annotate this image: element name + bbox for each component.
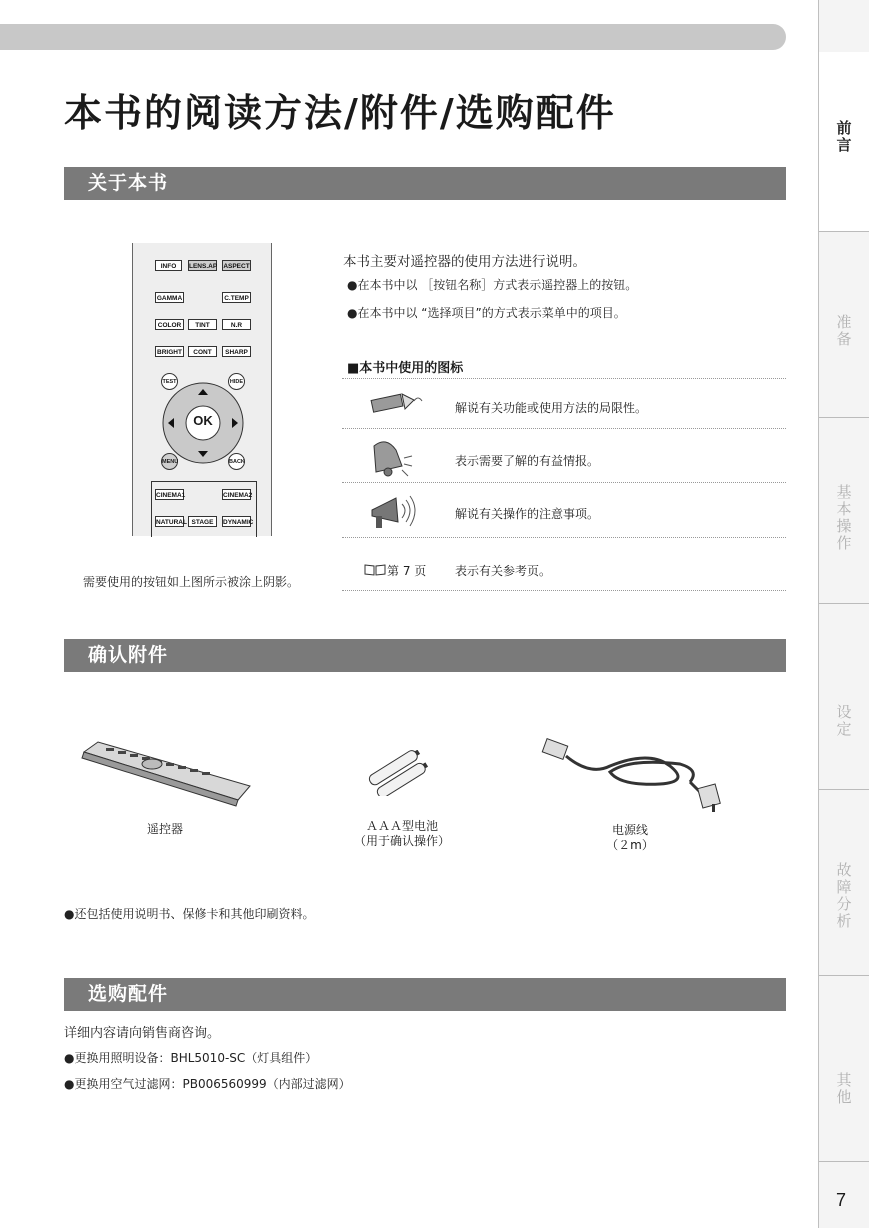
side-tab-label: 前言	[836, 119, 852, 154]
options-intro: 详细内容请向销售商咨询。	[64, 1026, 221, 1041]
icon-row-2-text: 表示需要了解的有益情报。	[455, 454, 600, 468]
section-heading-options: 选购配件	[64, 978, 786, 1011]
page-title: 本书的阅读方法/附件/选购配件	[64, 91, 616, 135]
side-tab-preface[interactable]	[819, 52, 869, 232]
remote-button-natural: NATURAL	[155, 516, 184, 527]
icon-row-3-text: 解说有关操作的注意事项。	[455, 507, 600, 521]
remote-button-ctemp: C.TEMP	[222, 292, 251, 303]
remote-button-menu: MENU	[161, 453, 178, 470]
remote-button-color: COLOR	[155, 319, 184, 330]
options-item-1: ●更换用照明设备：BHL5010-SC（灯具组件）	[64, 1051, 318, 1065]
accessories-note: ●还包括使用说明书、保修卡和其他印刷资料。	[64, 907, 315, 921]
side-tab-other[interactable]	[819, 976, 869, 1162]
icon-row-1-text: 解说有关功能或使用方法的局限性。	[455, 401, 648, 415]
power-cord-icon	[540, 736, 730, 818]
side-tab-column	[818, 0, 869, 1228]
divider	[342, 482, 786, 483]
remote-caption: 需要使用的按钮如上图所示被涂上阴影。	[83, 575, 300, 589]
remote-button-cont: CONT	[188, 346, 217, 357]
side-tab-label: 故障分析	[836, 861, 852, 930]
top-decorative-bar	[0, 24, 786, 50]
accessory-caption-battery-1: ＡＡＡ型电池	[365, 819, 438, 833]
divider	[342, 378, 786, 379]
remote-button-tint: TINT	[188, 319, 217, 330]
divider	[342, 537, 786, 538]
remote-button-hide: HIDE	[228, 373, 245, 390]
divider	[342, 590, 786, 591]
icon-row-4-text: 表示有关参考页。	[455, 564, 552, 578]
remote-button-info: INFO	[155, 260, 182, 271]
remote-button-dynamic: DYNAMIC	[222, 516, 251, 527]
side-tab-settings[interactable]	[819, 604, 869, 790]
page-number: 7	[836, 1190, 847, 1210]
section-heading-about: 关于本书	[64, 167, 786, 200]
icons-subheading: ■本书中使用的图标	[347, 361, 464, 376]
accessory-caption-battery-2: （用于确认操作）	[353, 834, 450, 848]
battery-icon	[366, 750, 432, 796]
section1-bullet-2: ●在本书中以 “选择项目”的方式表示菜单中的项目。	[347, 306, 626, 320]
remote-button-test: TEST	[161, 373, 178, 390]
remote-button-gamma: GAMMA	[155, 292, 184, 303]
remote-button-lens: LENS.AP	[188, 260, 217, 271]
bell-icon	[366, 436, 416, 478]
section-heading-accessories: 确认附件	[64, 639, 786, 672]
remote-diagram	[132, 243, 272, 536]
remote-button-back: BACK	[228, 453, 245, 470]
remote-button-nr: N.R	[222, 319, 251, 330]
accessory-caption-cord-1: 电源线	[611, 823, 648, 837]
book-icon	[364, 563, 386, 577]
remote-button-sharp: SHARP	[222, 346, 251, 357]
megaphone-icon	[368, 494, 422, 532]
remote-button-ok: OK	[193, 413, 213, 428]
divider	[342, 428, 786, 429]
side-tab-label: 其他	[836, 1071, 852, 1106]
section1-intro: 本书主要对遥控器的使用方法进行说明。	[343, 254, 586, 270]
side-tab-basic-operation[interactable]	[819, 418, 869, 604]
remote-button-bright: BRIGHT	[155, 346, 184, 357]
remote-control-icon	[78, 738, 254, 808]
side-tab-label: 设定	[836, 703, 852, 738]
side-tab-troubleshooting[interactable]	[819, 790, 869, 976]
options-item-2: ●更换用空气过滤网：PB006560999（内部过滤网）	[64, 1077, 351, 1091]
remote-button-cinema1: CINEMA1	[155, 489, 184, 500]
page-ref-label: 第 7 页	[387, 564, 427, 578]
pencil-memo-icon	[368, 391, 424, 417]
side-tab-label: 准备	[836, 313, 852, 348]
side-tab-preparation[interactable]	[819, 232, 869, 418]
remote-button-aspect: ASPECT	[222, 260, 251, 271]
section1-bullet-1: ●在本书中以 ［按钮名称］方式表示遥控器上的按钮。	[347, 278, 638, 292]
accessory-caption-cord-2: （２m）	[606, 838, 654, 852]
accessory-caption-remote: 遥控器	[146, 822, 183, 836]
side-tab-label: 基本操作	[836, 483, 852, 552]
remote-button-stage: STAGE	[188, 516, 217, 527]
remote-button-cinema2: CINEMA2	[222, 489, 251, 500]
